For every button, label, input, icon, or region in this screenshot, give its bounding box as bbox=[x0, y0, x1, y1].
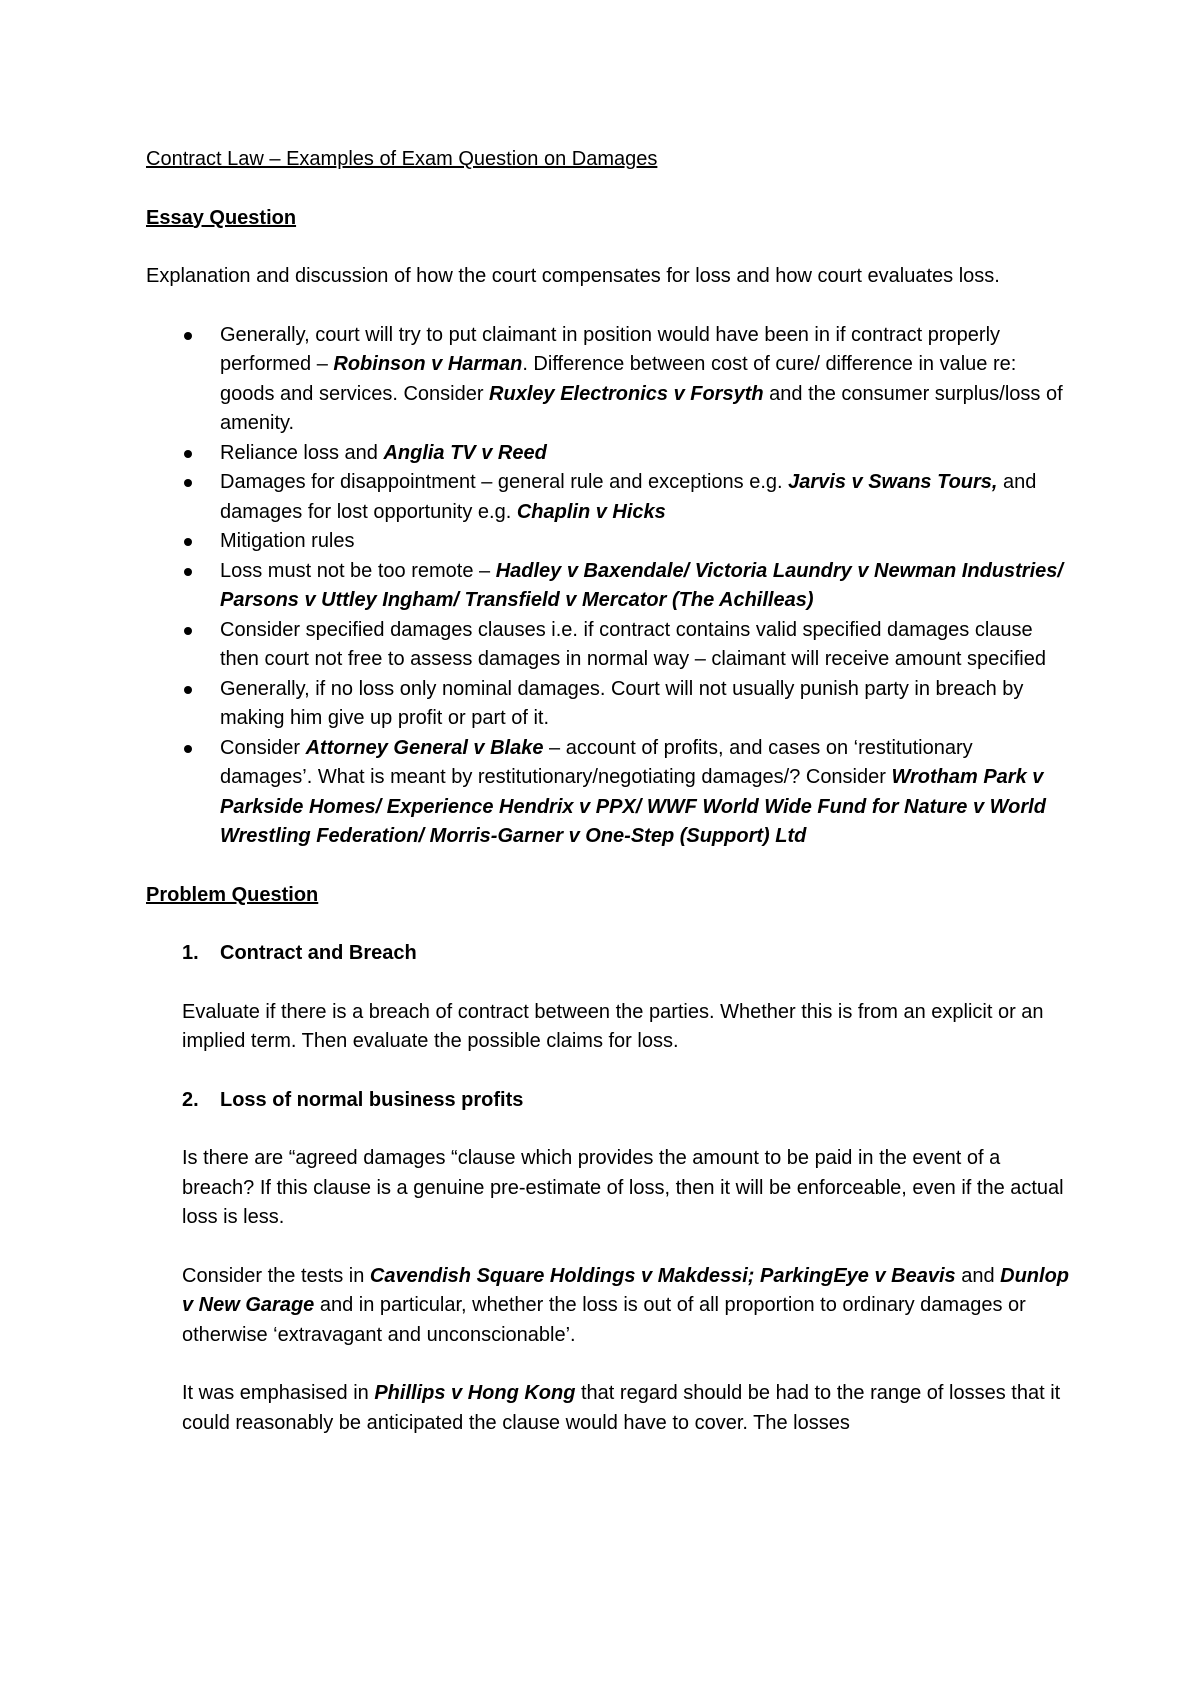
document-title: Contract Law – Examples of Exam Question on Damages bbox=[146, 148, 658, 170]
list-item bbox=[146, 527, 1070, 557]
case-name: Chaplin v Hicks bbox=[516, 500, 666, 523]
case-name: Ruxley Electronics v Forsyth bbox=[489, 382, 764, 405]
bullet-text: Loss must not be too remote – bbox=[220, 559, 496, 582]
case-name: Hadley v Baxendale/ Victoria Laundry v Newman Industries/ Parsons v Uttley Ingham/ Transfield v Mercator (The Achilleas) bbox=[220, 559, 1063, 611]
list-item bbox=[146, 557, 1070, 616]
bullet-icon bbox=[184, 568, 192, 576]
section-number: 2. bbox=[182, 1088, 199, 1111]
bullet-text: Generally, if no loss only nominal damages. Court will not usually punish party in breach by making him give up profit or part of it. bbox=[220, 677, 1024, 729]
paragraph-text: and in particular, whether the loss is out of all proportion to ordinary damages or otherwise ‘extravagant and unconscionable’. bbox=[182, 1294, 1026, 1346]
section-number: 1. bbox=[182, 942, 199, 964]
list-item bbox=[146, 321, 1070, 439]
section-text: Evaluate if there is a breach of contract between the parties. Whether this is from an explicit or an implied term. Then evaluate the possible claims for loss. bbox=[182, 1000, 1044, 1052]
essay-intro: Explanation and discussion of how the court compensates for loss and how court evaluates loss. bbox=[146, 265, 1000, 287]
bullet-text: and the consumer surplus/loss of amenity. bbox=[220, 382, 1063, 434]
section-heading-contract-breach bbox=[182, 939, 1070, 969]
section-paragraph bbox=[146, 1262, 1070, 1351]
paragraph-text: and bbox=[955, 1264, 1001, 1287]
bullet-text: Damages for disappointment – general rule and exceptions e.g. bbox=[220, 471, 789, 493]
bullet-icon bbox=[184, 627, 192, 635]
bullet-icon bbox=[184, 450, 192, 458]
case-name: Phillips v Hong Kong bbox=[374, 1382, 576, 1404]
bullet-text: Mitigation rules bbox=[220, 530, 355, 552]
case-name: Wrotham Park v Parkside Homes/ Experience Hendrix v PPX/ WWF World Wide Fund for Nature v World Wrestling Federation/ Morris-Garner v One-Step (Support) Ltd bbox=[220, 766, 1046, 847]
section-paragraph bbox=[146, 1379, 1070, 1438]
section-heading-business-profits bbox=[182, 1086, 1070, 1116]
bullet-text: Consider specified damages clauses i.e. if contract contains valid specified damages clause then court not free to assess damages in normal way – claimant will receive amount specified bbox=[220, 618, 1046, 670]
list-item bbox=[146, 468, 1070, 527]
bullet-icon bbox=[184, 686, 192, 694]
essay-bullet-list bbox=[146, 321, 1070, 852]
paragraph-text: It was emphasised in bbox=[182, 1382, 375, 1404]
bullet-text: and damages for lost opportunity e.g. bbox=[220, 471, 1037, 523]
bullet-icon bbox=[184, 538, 192, 546]
list-item bbox=[146, 734, 1070, 852]
bullet-text: – account of profits, and cases on ‘restitutionary damages’. What is meant by restitutionary/negotiating damages/? Consider bbox=[220, 736, 973, 788]
bullet-icon bbox=[184, 479, 192, 487]
case-name: Anglia TV v Reed bbox=[383, 441, 547, 464]
bullet-text: Generally, court will try to put claimant in position would have been in if contract properly performed – bbox=[220, 323, 1001, 375]
list-item bbox=[146, 439, 1070, 469]
bullet-text: Reliance loss and bbox=[220, 441, 384, 464]
case-name: Robinson v Harman bbox=[333, 353, 523, 375]
bullet-text: . Difference between cost of cure/ difference in value re: goods and services. Consider bbox=[220, 353, 1017, 405]
section-paragraph: Is there are “agreed damages “clause which provides the amount to be paid in the event of a breach? If this clause is a genuine pre-estimate of loss, then it will be enforceable, even if the actual loss is less. bbox=[182, 1147, 1064, 1228]
paragraph-text: Consider the tests in bbox=[182, 1264, 370, 1287]
list-item bbox=[146, 675, 1070, 734]
case-name: Jarvis v Swans Tours, bbox=[788, 471, 998, 493]
problem-heading: Problem Question bbox=[146, 883, 319, 906]
bullet-icon bbox=[184, 745, 192, 753]
essay-heading: Essay Question bbox=[146, 206, 297, 229]
section-title: Loss of normal business profits bbox=[220, 1088, 524, 1111]
case-name: Cavendish Square Holdings v Makdessi; ParkingEye v Beavis bbox=[369, 1264, 956, 1287]
section-title: Contract and Breach bbox=[220, 942, 417, 964]
bullet-text: Consider bbox=[220, 736, 306, 759]
case-name: Attorney General v Blake bbox=[305, 736, 544, 759]
list-item bbox=[146, 616, 1070, 675]
paragraph-text: that regard should be had to the range of losses that it could reasonably be anticipated the clause would have to cover. The losses bbox=[182, 1382, 1061, 1434]
case-name: Dunlop v New Garage bbox=[182, 1264, 1070, 1316]
bullet-icon bbox=[184, 332, 192, 340]
